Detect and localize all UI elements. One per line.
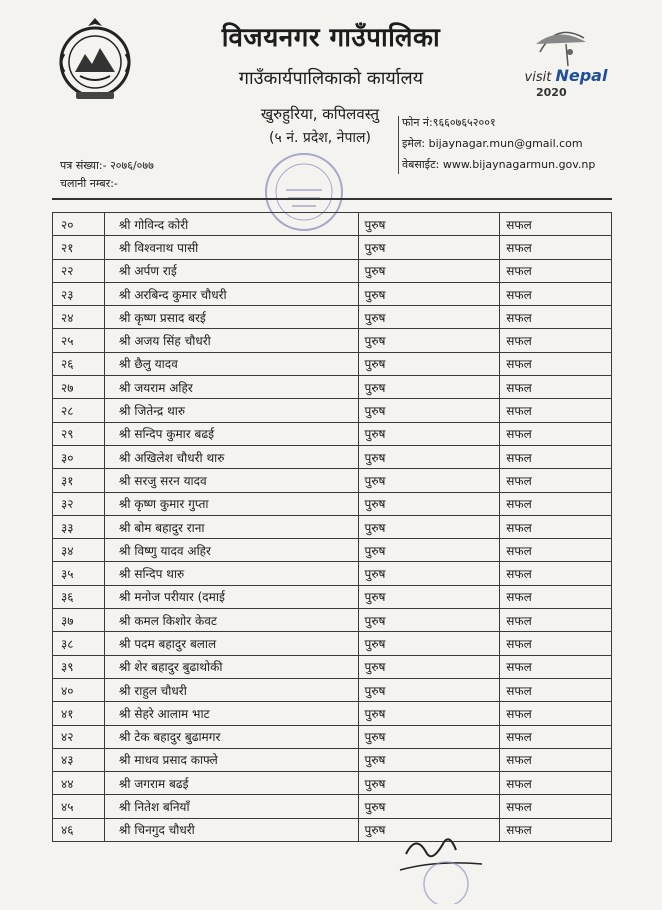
table-row [53,282,612,305]
result-cell: सफल [500,562,612,585]
table-row [53,772,612,795]
gender-cell: पुरुष [358,562,500,585]
name-cell: श्री कृष्ण प्रसाद बरई [104,306,358,329]
phone-number: फोन नं:९६६०७६५२००१ [402,116,496,129]
result-cell: सफल [500,772,612,795]
gender-cell: पुरुष [358,655,500,678]
letter-number: पत्र संख्या:- २०७६/०७७ [60,159,154,172]
contact-block [402,112,595,175]
gender-cell: पुरुष [358,818,500,841]
results-table [52,212,612,842]
serial-number-cell: ४४ [53,772,105,795]
result-cell: सफल [500,376,612,399]
table-row [53,609,612,632]
serial-number-cell: ४० [53,678,105,701]
gender-cell: पुरुष [358,492,500,515]
table-row [53,469,612,492]
serial-number-cell: २४ [53,306,105,329]
result-cell: सफल [500,609,612,632]
gender-cell: पुरुष [358,702,500,725]
table-row [53,376,612,399]
table-row [53,445,612,468]
serial-number-cell: ३३ [53,515,105,538]
table-row [53,655,612,678]
serial-number-cell: ३६ [53,585,105,608]
serial-number-cell: २२ [53,259,105,282]
name-cell: श्री पदम बहादुर बलाल [104,632,358,655]
table-row [53,748,612,771]
result-cell: सफल [500,818,612,841]
result-cell: सफल [500,632,612,655]
visit-year: 2020 [536,86,567,99]
gender-cell: पुरुष [358,399,500,422]
serial-number-cell: २७ [53,376,105,399]
table-row [53,236,612,259]
visit-brand: Nepal [555,66,608,85]
serial-number-cell: २५ [53,329,105,352]
header-divider [52,198,612,200]
serial-number-cell: २३ [53,282,105,305]
gender-cell: पुरुष [358,259,500,282]
name-cell: श्री शेर बहादुर बुढाथोकी [104,655,358,678]
serial-number-cell: ३९ [53,655,105,678]
gender-cell: पुरुष [358,772,500,795]
name-cell: श्री अरबिन्द कुमार चौधरी [104,282,358,305]
table-row [53,422,612,445]
result-cell: सफल [500,445,612,468]
name-cell: श्री माधव प्रसाद काफ्ले [104,748,358,771]
gender-cell: पुरुष [358,609,500,632]
gender-cell: पुरुष [358,469,500,492]
gender-cell: पुरुष [358,422,500,445]
name-cell: श्री सेहरे आलाम भाट [104,702,358,725]
serial-number-cell: २६ [53,352,105,375]
gender-cell: पुरुष [358,306,500,329]
name-cell: श्री टेक बहादुर बुढामगर [104,725,358,748]
result-cell: सफल [500,213,612,236]
name-cell: श्री जगराम बढई [104,772,358,795]
gender-cell: पुरुष [358,376,500,399]
gender-cell: पुरुष [358,515,500,538]
result-cell: सफल [500,259,612,282]
signature-stamp [386,824,506,904]
serial-number-cell: ४५ [53,795,105,818]
result-cell: सफल [500,329,612,352]
serial-number-cell: ४१ [53,702,105,725]
table-row [53,725,612,748]
name-cell: श्री कमल किशोर केवट [104,609,358,632]
serial-number-cell: २८ [53,399,105,422]
table-row [53,329,612,352]
serial-number-cell: ३२ [53,492,105,515]
result-cell: सफल [500,585,612,608]
serial-number-cell: ३० [53,445,105,468]
table-row [53,678,612,701]
serial-number-cell: २९ [53,422,105,445]
name-cell: श्री गोविन्द कोरी [104,213,358,236]
name-cell: श्री जितेन्द्र थारु [104,399,358,422]
name-cell: श्री सन्दिप थारु [104,562,358,585]
result-cell: सफल [500,352,612,375]
serial-number-cell: ३८ [53,632,105,655]
website-address: वेबसाईट: www.bijaynagarmun.gov.np [402,158,596,171]
name-cell: श्री जयराम अहिर [104,376,358,399]
gender-cell: पुरुष [358,748,500,771]
name-cell: श्री सन्दिप कुमार बढई [104,422,358,445]
result-cell: सफल [500,469,612,492]
visit-word: visit [524,70,552,85]
gender-cell: पुरुष [358,213,500,236]
municipality-title: विजयनगर गाउँपालिका [221,23,441,53]
result-cell: सफल [500,306,612,329]
name-cell: श्री बोम बहादुर राना [104,515,358,538]
email-address: इमेल: bijaynagar.mun@gmail.com [402,137,583,150]
dispatch-number: चलानी नम्बर:- [60,177,118,190]
province-line: (५ नं. प्रदेश, नेपाल) [269,130,371,146]
result-cell: सफल [500,282,612,305]
name-cell: श्री छैलु यादव [104,352,358,375]
name-cell: श्री विष्णु यादव अहिर [104,539,358,562]
gender-cell: पुरुष [358,725,500,748]
gender-cell: पुरुष [358,539,500,562]
table-row [53,306,612,329]
name-cell: श्री मनोज परीयार (दमाई [104,585,358,608]
serial-number-cell: २० [53,213,105,236]
table-row [53,259,612,282]
result-cell: सफल [500,422,612,445]
name-cell: श्री नितेश बनियाँ [104,795,358,818]
gender-cell: पुरुष [358,329,500,352]
serial-number-cell: ३१ [53,469,105,492]
table-row [53,632,612,655]
table-row [53,539,612,562]
table-row [53,399,612,422]
serial-number-cell: ४६ [53,818,105,841]
result-cell: सफल [500,515,612,538]
table-row [53,818,612,841]
name-cell: श्री चिनगुद चौधरी [104,818,358,841]
gender-cell: पुरुष [358,632,500,655]
result-cell: सफल [500,702,612,725]
serial-number-cell: ३४ [53,539,105,562]
gender-cell: पुरुष [358,445,500,468]
result-cell: सफल [500,655,612,678]
serial-number-cell: २१ [53,236,105,259]
serial-number-cell: ३५ [53,562,105,585]
result-cell: सफल [500,492,612,515]
serial-number-cell: ४३ [53,748,105,771]
table-row [53,585,612,608]
name-cell: श्री कृष्ण कुमार गुप्ता [104,492,358,515]
office-title: गाउँकार्यपालिकाको कार्यालय [238,68,424,89]
gender-cell: पुरुष [358,352,500,375]
gender-cell: पुरुष [358,585,500,608]
result-cell: सफल [500,725,612,748]
location-line: खुरुहुरिया, कपिलवस्तु [260,105,380,123]
contact-divider [398,116,399,174]
table-row [53,213,612,236]
result-cell: सफल [500,748,612,771]
name-cell: श्री अर्पण राई [104,259,358,282]
table-row [53,352,612,375]
serial-number-cell: ३७ [53,609,105,632]
table-row [53,492,612,515]
table-row [53,562,612,585]
gender-cell: पुरुष [358,282,500,305]
result-cell: सफल [500,236,612,259]
gender-cell: पुरुष [358,236,500,259]
gender-cell: पुरुष [358,795,500,818]
name-cell: श्री राहुल चौधरी [104,678,358,701]
result-cell: सफल [500,539,612,562]
name-cell: श्री विश्वनाथ पासी [104,236,358,259]
serial-number-cell: ४२ [53,725,105,748]
gender-cell: पुरुष [358,678,500,701]
result-cell: सफल [500,678,612,701]
table-row [53,702,612,725]
name-cell: श्री अखिलेश चौधरी थारु [104,445,358,468]
name-cell: श्री सरजु सरन यादव [104,469,358,492]
result-cell: सफल [500,795,612,818]
name-cell: श्री अजय सिंह चौधरी [104,329,358,352]
result-cell: सफल [500,399,612,422]
table-row [53,515,612,538]
table-row [53,795,612,818]
